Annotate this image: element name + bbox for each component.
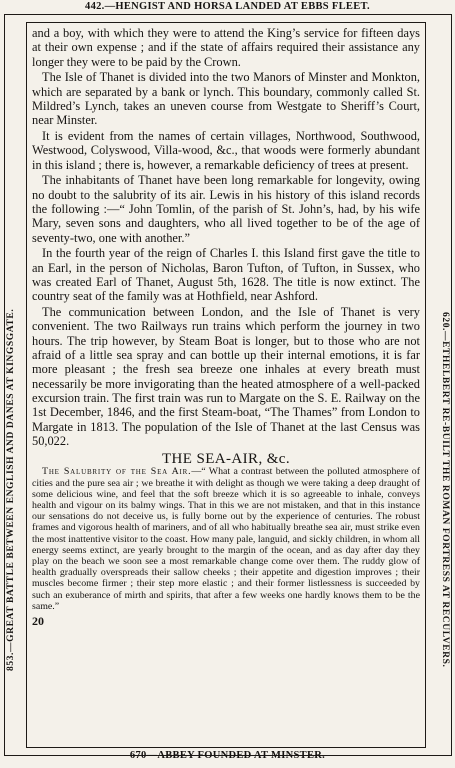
side-caption-left: 853.—GREAT BATTLE BETWEEN ENGLISH AND DANES AT KINGSGATE. xyxy=(6,308,16,672)
section-text: —“ What a contrast between the polluted atmosphere of cities and the pure sea air ; we breathe it with delight as though we were taking a deep draught of some delicious wine, and feel that the soft breeze which it is so agreeable to inhale, conveys health and vigour on its balmy wings. That in this we are not mistaken, and that in this instance our sensations do not deceive us, is fully borne out by the experience of centuries. The robust frames and vigorous health of mariners, and of all who habitually breathe sea air, must strike even the most inattentive visitor to the coast. How many pale, languid, and sickly children, in whom all energy seems extinct, are yearly brought to the margin of the ocean, and as day after day they play on the beach we soon see a most remarkable change come over them. The ruddy glow of health gradually overspreads their sallow cheeks ; their appetite and digestion improves ; their muscles become firmer ; their step more elastic ; and their former listlessness is succeeded by such an exuberance of mirth and spirits, that after a few weeks one hardly knows them to be the same.” xyxy=(32,466,420,612)
side-caption-right: 620.—ETHELBERT RE-BUILT THE ROMAN FORTRESS AT RECULVERS. xyxy=(440,312,450,668)
paragraph: The inhabitants of Thanet have been long remarkable for longevity, owing no doubt to the salubrity of its air. Lewis in his history of this island records the following :—“ John Tomlin, of the parish of St. John’s, had, by his wife Mary, seven sons and daughters, who all lived together to be of the age of seventy-two, one with another.” xyxy=(32,173,420,245)
paragraph: The Isle of Thanet is divided into the two Manors of Minster and Monkton, which are separated by a bank or lynch. This boundary, commonly called St. Mildred’s Lynch, takes an uneven course from Westgate to Sheriff’s Court, near Minster. xyxy=(32,70,420,128)
paragraph: In the fourth year of the reign of Charles I. this Island first gave the title to an Earl, in the person of Nicholas, Baron Tufton, of Tufton, in Sussex, who was created Earl of Thanet, August 5th, 1628. The title is now extinct. The country seat of the family was at Hothfield, near Ashford. xyxy=(32,246,420,304)
running-header: 442.—HENGIST AND HORSA LANDED AT EBBS FLEET. xyxy=(85,1,370,12)
paragraph: and a boy, with which they were to attend the King’s service for fifteen days at their own expense ; and if the state of affairs required their assistance any longer they were to be paid by the Crown. xyxy=(32,26,420,69)
main-text xyxy=(32,26,420,628)
section-title: THE SEA-AIR, &c. xyxy=(161,451,291,468)
section-lead: The Salubrity of the Sea Air. xyxy=(42,466,192,478)
page-number: 20 xyxy=(32,614,44,629)
running-footer: 670—ABBEY FOUNDED AT MINSTER. xyxy=(129,750,326,761)
paragraph: It is evident from the names of certain villages, Northwood, Southwood, Westwood, Colyswood, Villa-wood, &c., that woods were formerly abundant in this island ; there is, however, a remarkable deficiency of trees at present. xyxy=(32,129,420,172)
section-paragraph xyxy=(32,466,420,612)
paragraph: The communication between London, and the Isle of Thanet is very convenient. The two Railways run trains which perform the journey in two hours. The trip however, by Steam Boat is longer, but to those who are not afraid of a little sea spray and can bottle up their internal emotions, it is far more pleasant ; the fresh sea breeze one inhales at every breath must necessarily be more invigorating than the heated atmosphere of a well-packed excursion train. The first train was run to Margate on the S. E. Railway on the 1st December, 1846, and the first Steam-boat, “The Thames” from London to Margate in 1813. The population of the Isle of Thanet at the last Census was 50,022. xyxy=(32,305,420,448)
